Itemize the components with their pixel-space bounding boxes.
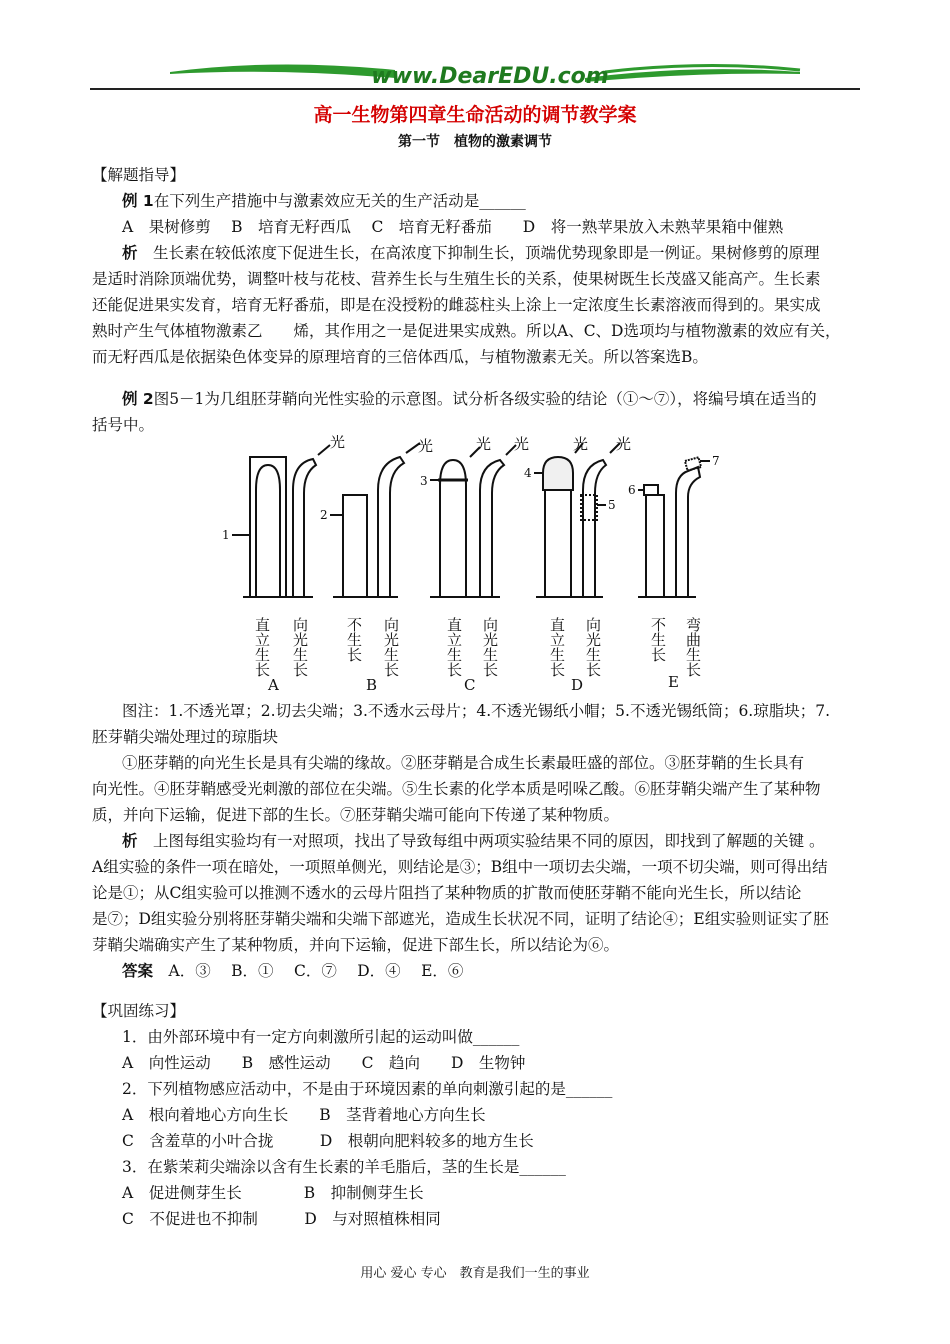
example2-analysis-line: 析 上图每组实验均有一对照项，找出了导致每组中两项实验结果不同的原因，即找到了解题的关键 。 (122, 832, 825, 850)
coleoptile-a2 (293, 459, 316, 597)
item-number: 3 (420, 474, 428, 488)
conclusion-line: 向光性。④胚芽鞘感受光刺激的部位在尖端。⑤生长素的化学本质是吲哚乙酸。⑥胚芽鞘尖端产生了某种物 (92, 780, 821, 798)
example1-analysis-line: 是适时消除顶端优势，调整叶枝与花枝、营养生长与生殖生长的关系，使果树既生长茂盛又能高产。生长素 (92, 270, 821, 288)
outcome-label: 直立生长 (548, 617, 566, 677)
group-label: D (571, 676, 584, 694)
foil-cap (543, 457, 573, 490)
item-number: 4 (524, 466, 532, 480)
group-label: C (464, 676, 476, 694)
conclusion-line: 质，并向下运输，促进下部的生长。⑦胚芽鞘尖端可能向下传递了某种物质。 (92, 806, 620, 824)
outcome-label: 弯曲生长 (684, 617, 702, 677)
coleoptile-figure (218, 435, 738, 700)
coleoptile-e2 (676, 467, 700, 597)
example1-label: 例 1 (122, 192, 154, 210)
example1-analysis-line: 析 生长素在较低浓度下促进生长，在高浓度下抑制生长，顶端优势现象即是一例证。果树修剪的原理 (122, 244, 820, 262)
header-rule (90, 88, 860, 90)
conclusion-line: ①胚芽鞘的向光生长是具有尖端的缘故。②胚芽鞘是合成生长素最旺盛的部位。③胚芽鞘的生长具有 (122, 754, 805, 772)
practice-line: A 向性运动 B 感性运动 C 趋向 D 生物钟 (122, 1054, 526, 1072)
agar-block (644, 485, 658, 495)
analysis-label: 析 (122, 244, 138, 262)
example1-question (122, 188, 526, 214)
analysis-label: 析 (122, 832, 138, 850)
outcome-label: 向光生长 (584, 617, 602, 677)
coleoptile-a1 (256, 465, 280, 597)
outcome-label: 直立生长 (253, 617, 271, 677)
example1-analysis-line: 而无籽西瓜是依据染色体变异的原理培育的三倍体西瓜，与植物激素无关。所以答案选B。 (92, 348, 708, 366)
light-label: 光 (330, 435, 346, 451)
site-logo (165, 60, 805, 90)
practice-line: 3．在紫茉莉尖端涂以含有生长素的羊毛脂后，茎的生长是______ (122, 1158, 566, 1176)
practice-line: 2．下列植物感应活动中，不是由于环境因素的单向刺激引起的是______ (122, 1080, 613, 1098)
page-subtitle: 第一节 植物的激素调节 (398, 134, 552, 150)
page-footer: 用心 爱心 专心 教育是我们一生的事业 (360, 1266, 590, 1281)
logo-text: www.DearEDU.com (371, 64, 609, 89)
example2-question-cont: 括号中。 (92, 416, 155, 434)
figure-legend: 胚芽鞘尖端处理过的琼脂块 (92, 728, 279, 746)
outcome-label: 直立生长 (445, 617, 463, 677)
figure-legend: 图注：1.不透光罩；2.切去尖端；3.不透水云母片；4.不透光锡纸小帽；5.不透光锡纸筒；6.琼脂块；7. (122, 702, 831, 720)
item-number: 1 (222, 528, 230, 542)
cut-coleoptile (343, 495, 367, 597)
item-number: 6 (628, 483, 636, 497)
outcome-label: 不生长 (649, 617, 667, 662)
item-number: 2 (320, 508, 328, 522)
light-label: 光 (514, 435, 530, 453)
group-label: B (366, 676, 378, 694)
example2-analysis-line: A组实验的条件一项在暗处，一项照单侧光，则结论是③；B组中一项切去尖端，一项不切尖端，则可得出结 (92, 858, 828, 876)
item-number: 5 (608, 498, 616, 512)
example1-options: A 果树修剪 B 培育无籽西瓜 C 培育无籽番茄 D 将一熟苹果放入未熟苹果箱中催熟 (122, 218, 784, 236)
example1-analysis-line: 熟时产生气体植物激素乙 烯，其作用之一是促进果实成熟。所以A、C、D选项均与植物激素的效应有关， (92, 322, 841, 340)
coleoptile-e1 (646, 495, 664, 597)
practice-line: C 不促进也不抑制 D 与对照植株相同 (122, 1210, 441, 1228)
practice-line: C 含羞草的小叶合拢 D 根朝向肥料较多的地方生长 (122, 1132, 534, 1150)
example2-analysis-line: 是⑦；D组实验分别将胚芽鞘尖端和尖端下部遮光，造成生长状况不同，证明了结论④；E组实验则证实了胚 (92, 910, 829, 928)
group-label: A (268, 676, 279, 694)
light-label: 光 (418, 437, 434, 455)
coleoptile-c2 (480, 460, 504, 597)
outcome-label: 向光生长 (382, 617, 400, 677)
outcome-label: 向光生长 (481, 617, 499, 677)
coleoptile-d2 (583, 460, 606, 597)
light-label: 光 (573, 435, 589, 453)
example2-label: 例 2 (122, 390, 154, 408)
example1-question-text: 在下列生产措施中与激素效应无关的生产活动是______ (153, 192, 526, 210)
group-label: E (668, 673, 679, 691)
section-heading-guide: 【解题指导】 (92, 166, 186, 184)
example2-question: 例 2图5－1为几组胚芽鞘向光性实验的示意图。试分析各级实验的结论（①～⑦），将编号填在适当的 (122, 390, 817, 408)
section-heading-practice: 【巩固练习】 (92, 1002, 186, 1020)
outcome-label: 不生长 (345, 617, 363, 662)
practice-line: A 根向着地心方向生长 B 茎背着地心方向生长 (122, 1106, 486, 1124)
practice-line: A 促进侧芽生长 B 抑制侧芽生长 (122, 1184, 424, 1202)
practice-line: 1．由外部环境中有一定方向刺激所引起的运动叫做______ (122, 1028, 520, 1046)
coleoptile-b2 (378, 457, 404, 597)
light-label: 光 (616, 435, 632, 453)
answer-label: 答案 (122, 962, 154, 980)
example2-analysis-line: 论是①；从C组实验可以推测不透水的云母片阻挡了某种物质的扩散而使胚芽鞘不能向光生长，所以结论 (92, 884, 802, 902)
example1-analysis-line: 还能促进果实发育，培育无籽番茄，即是在没授粉的雌蕊柱头上涂上一定浓度生长素溶液而得到的。果实成 (92, 296, 821, 314)
outcome-label: 向光生长 (291, 617, 309, 677)
example2-answer: 答案 A．③ B．① C．⑦ D．④ E．⑥ (122, 962, 464, 980)
page-title: 高一生物第四章生命活动的调节教学案 (313, 104, 637, 126)
light-label: 光 (476, 435, 492, 453)
example2-analysis-line: 芽鞘尖端确实产生了某种物质，并向下运输，促进下部生长，所以结论为⑥。 (92, 936, 620, 954)
item-number: 7 (712, 454, 720, 468)
